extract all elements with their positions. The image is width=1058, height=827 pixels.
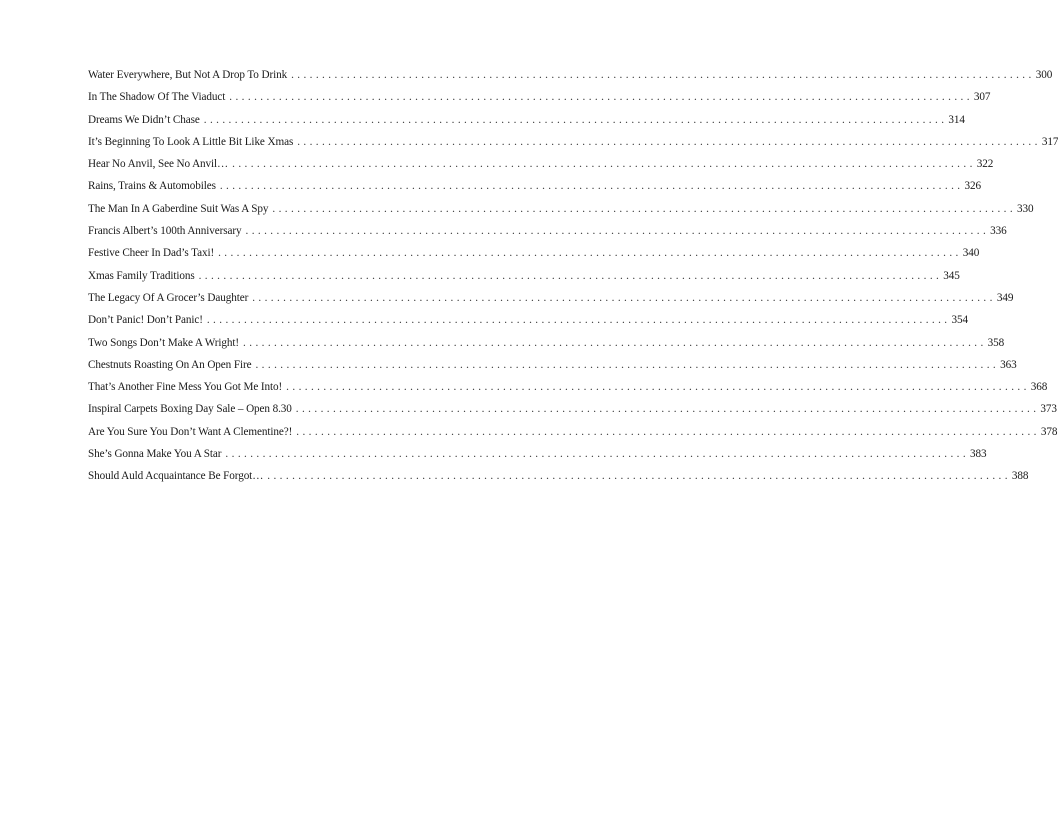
toc-entry[interactable] <box>88 158 994 180</box>
toc-entry[interactable] <box>88 91 991 113</box>
toc-entry-title: Water Everywhere, But Not A Drop To Drink <box>88 69 288 81</box>
dot-leader: ........................................................................................................................ <box>272 202 1017 215</box>
dot-leader: ........................................................................................................................ <box>203 113 948 126</box>
toc-entry-page-number: 378 <box>1040 425 1058 438</box>
dot-leader: ........................................................................................................................ <box>296 425 1040 438</box>
toc-entry[interactable] <box>88 225 1007 247</box>
table-of-contents <box>88 69 1058 493</box>
toc-entry[interactable] <box>88 314 968 336</box>
toc-entry-page-number: 300 <box>1035 69 1053 81</box>
toc-entry-title: That’s Another Fine Mess You Got Me Into! <box>88 381 283 394</box>
dot-leader: ........................................................................................................................ <box>295 403 1040 416</box>
toc-entry-page-number: 326 <box>964 180 981 193</box>
dot-leader: ........................................................................................................................ <box>286 381 1030 394</box>
toc-entry[interactable] <box>88 113 965 136</box>
toc-entry[interactable] <box>88 69 1053 91</box>
dot-leader: ........................................................................................................................ <box>245 225 990 238</box>
toc-entry-title: Dreams We Didn’t Chase <box>88 113 200 126</box>
dot-leader: ........................................................................................................................ <box>243 336 987 349</box>
toc-entry-title: Hear No Anvil, See No Anvil… <box>88 158 229 171</box>
toc-entry-title: It’s Beginning To Look A Little Bit Like Xmas <box>88 135 294 148</box>
toc-entry-page-number: 349 <box>996 291 1014 304</box>
dot-leader: ........................................................................................................................ <box>229 91 973 104</box>
toc-entry-title: Don’t Panic! Don’t Panic! <box>88 314 203 327</box>
dot-leader: ........................................................................................................................ <box>218 247 962 260</box>
toc-entry-page-number: 336 <box>990 225 1007 238</box>
toc-entry[interactable] <box>88 336 1005 359</box>
toc-entry-title: Inspiral Carpets Boxing Day Sale – Open 8.30 <box>88 403 292 416</box>
toc-entry-page-number: 314 <box>948 113 965 126</box>
toc-entry-page-number: 307 <box>973 91 991 104</box>
dot-leader: ........................................................................................................................ <box>255 358 1000 371</box>
toc-entry-title: Xmas Family Traditions <box>88 269 195 282</box>
toc-entry-title: Rains, Trains & Automobiles <box>88 180 216 193</box>
toc-entry[interactable] <box>88 180 981 202</box>
dot-leader: ........................................................................................................................ <box>219 180 964 193</box>
toc-entry-title: Should Auld Acquaintance Be Forgot… <box>88 470 264 483</box>
toc-entry[interactable] <box>88 291 1014 314</box>
toc-entry-page-number: 368 <box>1030 381 1048 394</box>
dot-leader: ........................................................................................................................ <box>291 69 1035 81</box>
toc-entry-page-number: 345 <box>943 269 960 282</box>
toc-entry-page-number: 383 <box>970 448 987 461</box>
toc-entry-page-number: 330 <box>1017 202 1034 215</box>
toc-entry[interactable] <box>88 470 1029 492</box>
toc-entry-page-number: 322 <box>976 158 994 171</box>
dot-leader: ........................................................................................................................ <box>297 135 1041 148</box>
toc-entry[interactable] <box>88 403 1057 425</box>
toc-entry[interactable] <box>88 247 980 269</box>
toc-entry[interactable] <box>88 269 960 292</box>
toc-entry-page-number: 340 <box>962 247 980 260</box>
toc-entry[interactable] <box>88 135 1058 158</box>
toc-entry[interactable] <box>88 202 1034 225</box>
toc-entry-title: The Man In A Gaberdine Suit Was A Spy <box>88 202 269 215</box>
toc-entry-title: Chestnuts Roasting On An Open Fire <box>88 358 252 371</box>
dot-leader: ........................................................................................................................ <box>267 470 1011 483</box>
toc-entry-page-number: 388 <box>1011 470 1029 483</box>
toc-entry-page-number: 317 <box>1041 135 1058 148</box>
dot-leader: ........................................................................................................................ <box>198 269 943 282</box>
toc-entry-page-number: 363 <box>1000 358 1017 371</box>
toc-entry[interactable] <box>88 448 987 470</box>
toc-entry-title: Festive Cheer In Dad’s Taxi! <box>88 247 215 260</box>
toc-entry-page-number: 358 <box>987 336 1005 349</box>
toc-entry-title: Francis Albert’s 100th Anniversary <box>88 225 242 238</box>
dot-leader: ........................................................................................................................ <box>252 291 996 304</box>
toc-entry-page-number: 354 <box>951 314 968 327</box>
toc-entry-title: The Legacy Of A Grocer’s Daughter <box>88 291 249 304</box>
dot-leader: ........................................................................................................................ <box>232 158 976 171</box>
dot-leader: ........................................................................................................................ <box>206 314 951 327</box>
dot-leader: ........................................................................................................................ <box>225 448 970 461</box>
toc-entry-title: Two Songs Don’t Make A Wright! <box>88 336 240 349</box>
toc-entry[interactable] <box>88 381 1048 403</box>
toc-entry-page-number: 373 <box>1040 403 1057 416</box>
toc-entry-title: She’s Gonna Make You A Star <box>88 448 222 461</box>
toc-entry-title: In The Shadow Of The Viaduct <box>88 91 226 104</box>
toc-entry[interactable] <box>88 425 1058 448</box>
toc-entry-title: Are You Sure You Don’t Want A Clementine?! <box>88 425 293 438</box>
toc-entry[interactable] <box>88 358 1017 381</box>
